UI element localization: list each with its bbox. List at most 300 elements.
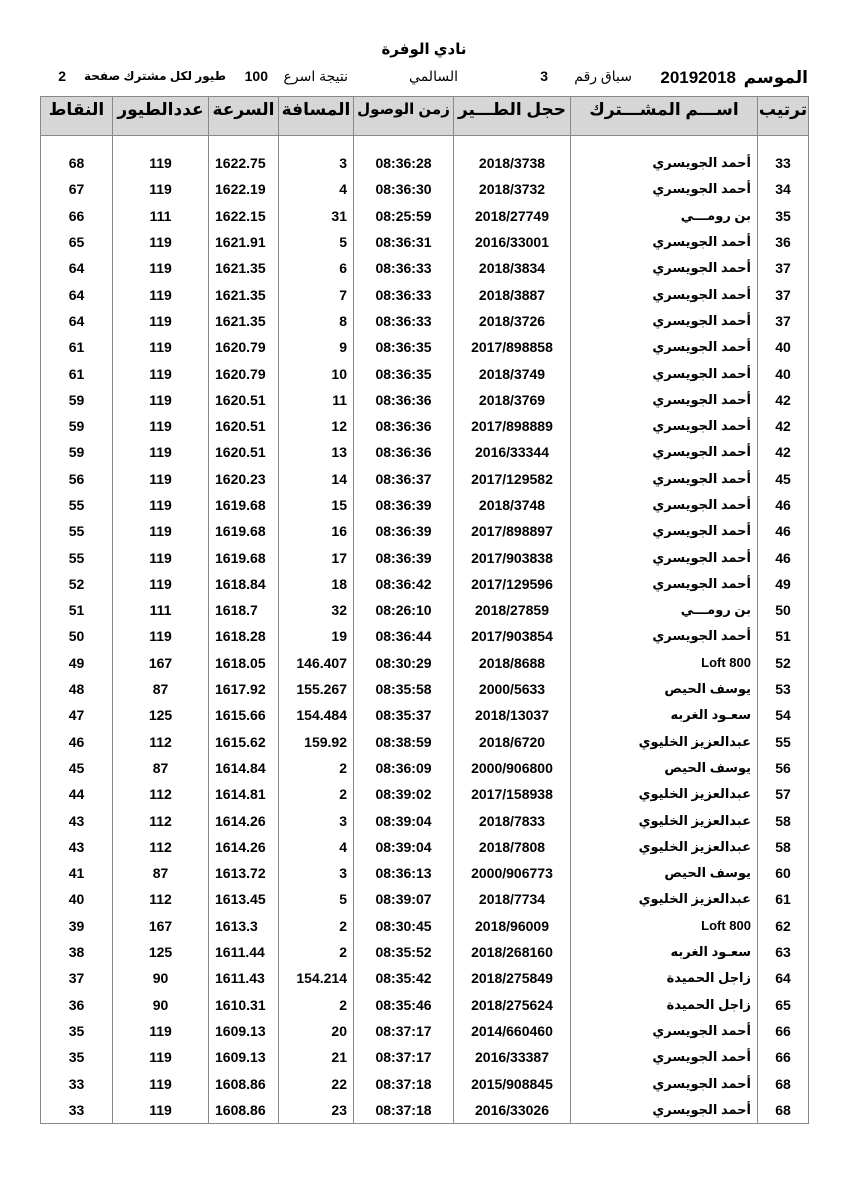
cell-time: 08:36:42 [354,571,454,597]
cell-speed: 1614.81 [209,781,279,807]
cell-birds: 112 [113,807,209,833]
cell-points: 43 [41,834,113,860]
cell-name: يوسف الحيص [571,860,758,886]
cell-rank: 37 [758,308,809,334]
cell-rank: 66 [758,1044,809,1070]
cell-rank: 68 [758,1097,809,1124]
cell-distance: 146.407 [279,650,354,676]
cell-distance: 154.214 [279,965,354,991]
cell-points: 36 [41,992,113,1018]
cell-rank: 34 [758,176,809,202]
cell-birds: 119 [113,544,209,570]
per-page-label: طيور لكل مشترك صفحة [84,69,226,83]
cell-name: أحمد الجويسري [571,1018,758,1044]
table-row [41,597,809,623]
cell-distance: 17 [279,544,354,570]
cell-birds: 119 [113,1097,209,1124]
table-row [41,203,809,229]
cell-speed: 1618.28 [209,623,279,649]
cell-ring: 2018/13037 [454,702,571,728]
cell-ring: 2018/3749 [454,360,571,386]
result-label: نتيجة اسرع [283,68,348,84]
table-row [41,702,809,728]
cell-distance: 23 [279,1097,354,1124]
cell-ring: 2018/3887 [454,281,571,307]
cell-birds: 119 [113,387,209,413]
cell-time: 08:26:10 [354,597,454,623]
cell-birds: 87 [113,755,209,781]
table-row [41,518,809,544]
cell-distance: 5 [279,886,354,912]
cell-distance: 13 [279,439,354,465]
cell-birds: 119 [113,492,209,518]
table-row [41,308,809,334]
cell-distance: 11 [279,387,354,413]
cell-rank: 36 [758,229,809,255]
table-row [41,387,809,413]
cell-time: 08:37:17 [354,1044,454,1070]
cell-time: 08:36:13 [354,860,454,886]
cell-distance: 15 [279,492,354,518]
cell-ring: 2016/33026 [454,1097,571,1124]
cell-rank: 57 [758,781,809,807]
cell-birds: 112 [113,886,209,912]
cell-birds: 119 [113,229,209,255]
cell-rank: 42 [758,439,809,465]
cell-time: 08:36:28 [354,150,454,176]
table-row [41,492,809,518]
cell-ring: 2017/129596 [454,571,571,597]
cell-birds: 119 [113,176,209,202]
cell-points: 55 [41,492,113,518]
cell-speed: 1621.35 [209,308,279,334]
table-row [41,571,809,597]
cell-speed: 1613.72 [209,860,279,886]
cell-points: 33 [41,1097,113,1124]
cell-speed: 1611.44 [209,939,279,965]
race-label: سباق رقم [574,68,632,84]
col-header-points: النقاط [41,97,113,136]
cell-time: 08:35:52 [354,939,454,965]
cell-birds: 90 [113,965,209,991]
cell-ring: 2018/275624 [454,992,571,1018]
cell-birds: 111 [113,203,209,229]
cell-points: 40 [41,886,113,912]
table-row [41,1097,809,1124]
table-row [41,676,809,702]
table-row [41,860,809,886]
cell-time: 08:30:29 [354,650,454,676]
cell-birds: 125 [113,939,209,965]
cell-rank: 35 [758,203,809,229]
cell-ring: 2000/906773 [454,860,571,886]
cell-time: 08:37:18 [354,1097,454,1124]
col-header-speed: السرعة [209,97,279,136]
cell-points: 47 [41,702,113,728]
cell-name: أحمد الجويسري [571,518,758,544]
cell-points: 48 [41,676,113,702]
cell-distance: 3 [279,860,354,886]
cell-time: 08:36:39 [354,544,454,570]
cell-points: 64 [41,255,113,281]
cell-name: أحمد الجويسري [571,308,758,334]
cell-ring: 2000/906800 [454,755,571,781]
table-row [41,781,809,807]
cell-time: 08:35:58 [354,676,454,702]
cell-time: 08:36:33 [354,255,454,281]
cell-rank: 55 [758,729,809,755]
cell-rank: 66 [758,1018,809,1044]
cell-time: 08:36:35 [354,360,454,386]
cell-distance: 10 [279,360,354,386]
cell-distance: 12 [279,413,354,439]
cell-rank: 58 [758,834,809,860]
cell-speed: 1614.26 [209,834,279,860]
cell-distance: 21 [279,1044,354,1070]
cell-distance: 8 [279,308,354,334]
cell-rank: 64 [758,965,809,991]
cell-ring: 2017/903854 [454,623,571,649]
cell-time: 08:36:37 [354,466,454,492]
cell-distance: 31 [279,203,354,229]
cell-points: 65 [41,229,113,255]
cell-name: سعـود الغربه [571,939,758,965]
cell-points: 59 [41,387,113,413]
cell-birds: 112 [113,834,209,860]
cell-points: 55 [41,544,113,570]
cell-ring: 2018/3732 [454,176,571,202]
cell-birds: 119 [113,150,209,176]
cell-rank: 68 [758,1070,809,1096]
cell-points: 66 [41,203,113,229]
cell-time: 08:36:09 [354,755,454,781]
cell-ring: 2018/7734 [454,886,571,912]
cell-speed: 1622.19 [209,176,279,202]
cell-time: 08:39:07 [354,886,454,912]
cell-name: سعـود الغربه [571,702,758,728]
table-row [41,623,809,649]
cell-ring: 2017/158938 [454,781,571,807]
cell-time: 08:35:46 [354,992,454,1018]
cell-speed: 1615.66 [209,702,279,728]
cell-time: 08:36:33 [354,308,454,334]
race-value: 3 [540,68,548,84]
cell-name: بن رومـــي [571,597,758,623]
spacer-row [41,136,809,151]
cell-points: 43 [41,807,113,833]
cell-speed: 1608.86 [209,1097,279,1124]
table-row [41,965,809,991]
cell-distance: 32 [279,597,354,623]
cell-points: 59 [41,439,113,465]
cell-rank: 58 [758,807,809,833]
table-row [41,413,809,439]
cell-points: 44 [41,781,113,807]
cell-points: 56 [41,466,113,492]
cell-speed: 1613.45 [209,886,279,912]
cell-rank: 42 [758,413,809,439]
cell-ring: 2018/275849 [454,965,571,991]
cell-rank: 60 [758,860,809,886]
race-info-row [40,68,808,90]
cell-ring: 2014/660460 [454,1018,571,1044]
cell-name: أحمد الجويسري [571,492,758,518]
cell-rank: 52 [758,650,809,676]
cell-speed: 1622.15 [209,203,279,229]
cell-points: 38 [41,939,113,965]
cell-name: أحمد الجويسري [571,229,758,255]
cell-points: 64 [41,281,113,307]
page-number: 2 [58,68,66,84]
cell-rank: 65 [758,992,809,1018]
cell-points: 51 [41,597,113,623]
cell-name: أحمد الجويسري [571,1097,758,1124]
cell-speed: 1620.23 [209,466,279,492]
cell-speed: 1620.79 [209,360,279,386]
cell-birds: 119 [113,439,209,465]
cell-birds: 119 [113,1070,209,1096]
cell-speed: 1618.84 [209,571,279,597]
cell-rank: 46 [758,544,809,570]
cell-rank: 45 [758,466,809,492]
table-row [41,939,809,965]
results-table [40,96,809,1124]
cell-ring: 2017/898889 [454,413,571,439]
cell-time: 08:25:59 [354,203,454,229]
cell-birds: 119 [113,360,209,386]
cell-rank: 42 [758,387,809,413]
cell-ring: 2018/268160 [454,939,571,965]
cell-name: أحمد الجويسري [571,1044,758,1070]
cell-rank: 61 [758,886,809,912]
cell-distance: 154.484 [279,702,354,728]
cell-name: Loft 800 [571,913,758,939]
cell-time: 08:36:33 [354,281,454,307]
cell-speed: 1620.79 [209,334,279,360]
cell-distance: 5 [279,229,354,255]
table-row [41,807,809,833]
cell-time: 08:36:36 [354,387,454,413]
cell-ring: 2016/33387 [454,1044,571,1070]
cell-name: أحمد الجويسري [571,281,758,307]
cell-points: 68 [41,150,113,176]
cell-points: 35 [41,1018,113,1044]
cell-rank: 54 [758,702,809,728]
cell-name: عبدالعزيز الخليوي [571,781,758,807]
cell-time: 08:36:44 [354,623,454,649]
cell-speed: 1618.05 [209,650,279,676]
cell-distance: 6 [279,255,354,281]
cell-rank: 40 [758,360,809,386]
cell-distance: 14 [279,466,354,492]
cell-points: 41 [41,860,113,886]
cell-distance: 2 [279,913,354,939]
cell-points: 61 [41,334,113,360]
cell-birds: 119 [113,413,209,439]
table-row [41,255,809,281]
cell-distance: 3 [279,150,354,176]
table-header-row [41,97,809,136]
cell-distance: 155.267 [279,676,354,702]
cell-points: 67 [41,176,113,202]
cell-birds: 119 [113,1044,209,1070]
cell-speed: 1608.86 [209,1070,279,1096]
result-value: 100 [244,68,268,84]
cell-speed: 1621.91 [209,229,279,255]
cell-ring: 2018/7808 [454,834,571,860]
table-row [41,439,809,465]
cell-distance: 4 [279,834,354,860]
cell-points: 64 [41,308,113,334]
cell-rank: 53 [758,676,809,702]
cell-name: زاجل الحميدة [571,965,758,991]
cell-points: 39 [41,913,113,939]
cell-time: 08:39:02 [354,781,454,807]
cell-name: أحمد الجويسري [571,334,758,360]
cell-name: أحمد الجويسري [571,413,758,439]
cell-name: عبدالعزيز الخليوي [571,834,758,860]
cell-rank: 49 [758,571,809,597]
cell-birds: 119 [113,623,209,649]
cell-rank: 56 [758,755,809,781]
cell-distance: 20 [279,1018,354,1044]
cell-name: أحمد الجويسري [571,150,758,176]
cell-speed: 1621.35 [209,281,279,307]
cell-birds: 119 [113,255,209,281]
cell-speed: 1613.3 [209,913,279,939]
cell-name: أحمد الجويسري [571,571,758,597]
cell-speed: 1611.43 [209,965,279,991]
cell-time: 08:36:30 [354,176,454,202]
cell-speed: 1621.35 [209,255,279,281]
table-row [41,755,809,781]
cell-ring: 2018/3738 [454,150,571,176]
cell-birds: 119 [113,334,209,360]
cell-speed: 1615.62 [209,729,279,755]
table-row [41,1070,809,1096]
cell-birds: 119 [113,571,209,597]
cell-distance: 4 [279,176,354,202]
cell-name: عبدالعزيز الخليوي [571,807,758,833]
table-row [41,886,809,912]
cell-rank: 33 [758,150,809,176]
cell-rank: 46 [758,492,809,518]
cell-rank: 40 [758,334,809,360]
cell-points: 33 [41,1070,113,1096]
cell-distance: 2 [279,755,354,781]
table-row [41,229,809,255]
cell-time: 08:36:39 [354,518,454,544]
cell-distance: 22 [279,1070,354,1096]
location: السالمي [409,68,458,84]
cell-points: 37 [41,965,113,991]
table-row [41,334,809,360]
cell-time: 08:36:36 [354,439,454,465]
cell-birds: 87 [113,860,209,886]
cell-ring: 2015/908845 [454,1070,571,1096]
cell-birds: 119 [113,281,209,307]
cell-rank: 37 [758,281,809,307]
cell-birds: 112 [113,729,209,755]
cell-rank: 37 [758,255,809,281]
cell-ring: 2018/96009 [454,913,571,939]
cell-distance: 19 [279,623,354,649]
table-row [41,834,809,860]
cell-points: 52 [41,571,113,597]
cell-ring: 2018/6720 [454,729,571,755]
cell-name: أحمد الجويسري [571,544,758,570]
cell-distance: 16 [279,518,354,544]
cell-name: يوسف الحيص [571,755,758,781]
cell-birds: 125 [113,702,209,728]
cell-points: 50 [41,623,113,649]
cell-name: زاجل الحميدة [571,992,758,1018]
cell-speed: 1618.7 [209,597,279,623]
cell-birds: 119 [113,308,209,334]
col-header-birds: عددالطيور [113,97,209,136]
col-header-time: زمن الوصول [354,97,454,136]
table-row [41,650,809,676]
cell-name: Loft 800 [571,650,758,676]
cell-ring: 2018/3748 [454,492,571,518]
cell-speed: 1620.51 [209,413,279,439]
cell-points: 49 [41,650,113,676]
cell-speed: 1619.68 [209,518,279,544]
cell-birds: 111 [113,597,209,623]
cell-points: 55 [41,518,113,544]
cell-name: أحمد الجويسري [571,1070,758,1096]
cell-points: 35 [41,1044,113,1070]
cell-time: 08:39:04 [354,807,454,833]
table-row [41,729,809,755]
cell-speed: 1614.84 [209,755,279,781]
cell-name: يوسف الحيص [571,676,758,702]
cell-ring: 2017/898897 [454,518,571,544]
cell-distance: 2 [279,781,354,807]
table-row [41,466,809,492]
cell-name: أحمد الجويسري [571,255,758,281]
season-label: الموسم [743,68,808,87]
cell-time: 08:38:59 [354,729,454,755]
table-row [41,360,809,386]
cell-time: 08:35:42 [354,965,454,991]
cell-time: 08:37:18 [354,1070,454,1096]
cell-ring: 2018/7833 [454,807,571,833]
table-row [41,913,809,939]
cell-birds: 119 [113,466,209,492]
cell-speed: 1610.31 [209,992,279,1018]
cell-birds: 87 [113,676,209,702]
cell-time: 08:35:37 [354,702,454,728]
cell-ring: 2018/3726 [454,308,571,334]
cell-time: 08:36:36 [354,413,454,439]
cell-distance: 9 [279,334,354,360]
cell-birds: 90 [113,992,209,1018]
cell-time: 08:37:17 [354,1018,454,1044]
cell-birds: 119 [113,1018,209,1044]
cell-time: 08:36:31 [354,229,454,255]
cell-name: أحمد الجويسري [571,387,758,413]
col-header-distance: المسافة [279,97,354,136]
cell-speed: 1620.51 [209,439,279,465]
table-row [41,544,809,570]
cell-speed: 1620.51 [209,387,279,413]
cell-points: 61 [41,360,113,386]
cell-birds: 167 [113,650,209,676]
cell-rank: 51 [758,623,809,649]
table-row [41,150,809,176]
cell-name: بن رومـــي [571,203,758,229]
